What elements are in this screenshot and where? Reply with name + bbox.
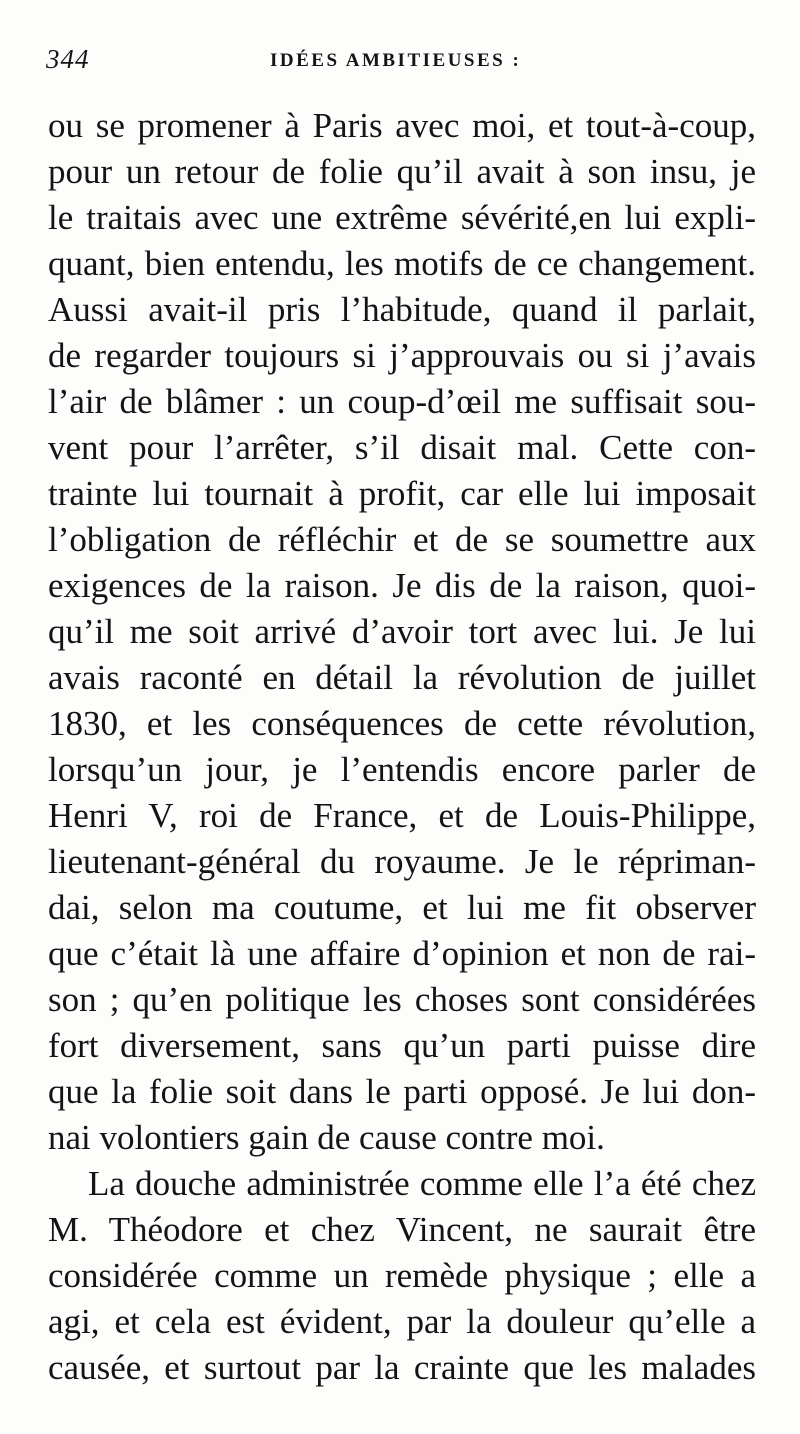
text-line: l’air de blâmer : un coup-d’œil me suffisait sou- (48, 382, 756, 421)
text-line: avais raconté en détail la révolution de juillet (48, 658, 756, 697)
text-line: quant, bien entendu, les motifs de ce changement. (48, 244, 756, 283)
running-title: IDÉES AMBITIEUSES : (270, 50, 522, 71)
text-line: considérée comme un remède physique ; elle a (48, 1256, 756, 1295)
paragraph (48, 103, 756, 1161)
text-line: ou se promener à Paris avec moi, et tout-à-coup, (48, 106, 756, 145)
page-number: 344 (46, 44, 90, 74)
text-line: exigences de la raison. Je dis de la raison, quoi- (48, 566, 756, 605)
paragraph (48, 1161, 756, 1391)
text-line: Aussi avait-il pris l’habitude, quand il parlait, (48, 290, 756, 329)
text-line: La douche administrée comme elle l’a été chez (88, 1164, 756, 1203)
text-line: son ; qu’en politique les choses sont considérées (48, 980, 756, 1019)
text-line: l’obligation de réfléchir et de se soumettre aux (48, 520, 756, 559)
text-line: qu’il me soit arrivé d’avoir tort avec lui. Je lui (48, 612, 756, 651)
text-line: M. Théodore et chez Vincent, ne saurait être (48, 1210, 756, 1249)
text-line: le traitais avec une extrême sévérité,en lui expli- (48, 198, 756, 237)
text-line: lorsqu’un jour, je l’entendis encore parler de (48, 750, 756, 789)
text-line: agi, et cela est évident, par la douleur qu’elle a (48, 1302, 756, 1341)
text-line: 1830, et les conséquences de cette révolution, (48, 704, 756, 743)
text-line: fort diversement, sans qu’un parti puisse dire (48, 1026, 756, 1065)
text-line: nai volontiers gain de cause contre moi. (48, 1118, 605, 1157)
text-line: pour un retour de folie qu’il avait à son insu, je (48, 152, 756, 191)
text-line: Henri V, roi de France, et de Louis-Philippe, (48, 796, 756, 835)
running-head (46, 44, 766, 78)
text-line: causée, et surtout par la crainte que les malades (48, 1348, 756, 1387)
text-line: que la folie soit dans le parti opposé. Je lui don- (48, 1072, 756, 1111)
text-line: que c’était là une affaire d’opinion et non de rai- (48, 934, 756, 973)
body-text (48, 103, 756, 1391)
text-line: vent pour l’arrêter, s’il disait mal. Cette con- (48, 428, 756, 467)
text-line: de regarder toujours si j’approuvais ou si j’avais (48, 336, 756, 375)
text-line: lieutenant-général du royaume. Je le répriman- (48, 842, 756, 881)
text-line: dai, selon ma coutume, et lui me fit observer (48, 888, 756, 927)
text-line: trainte lui tournait à profit, car elle lui imposait (48, 474, 756, 513)
